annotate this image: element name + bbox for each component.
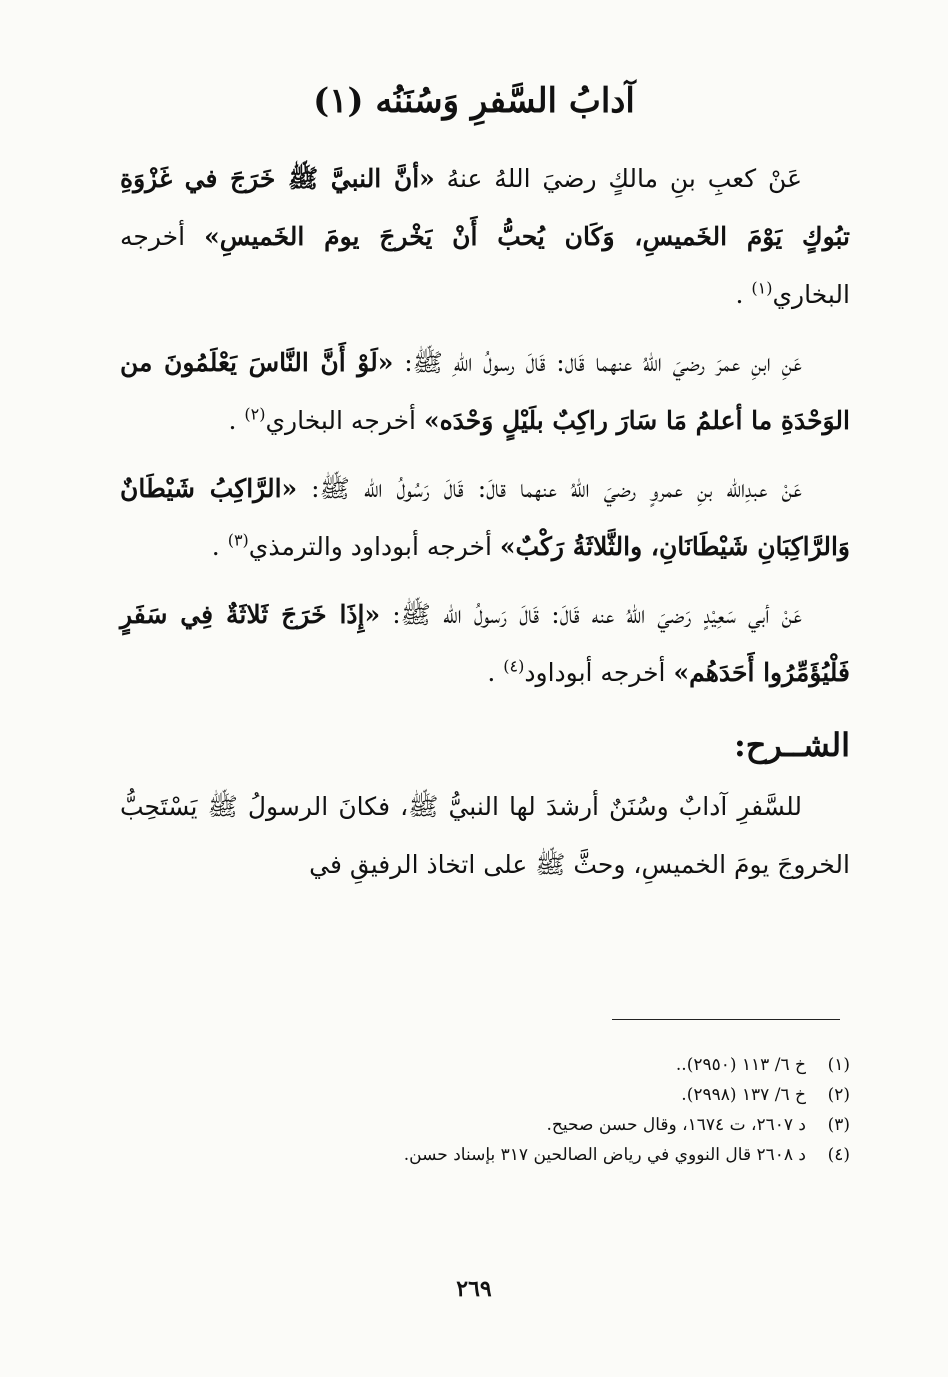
hadith-matn: «الرَّاكِبُ شَيْطَانٌ وَالرَّاكِبَانِ شَيْطَانَانِ، والثَّلاثَةُ رَكْبٌ» (120, 474, 850, 561)
hadith-takhrij: أخرجه البخاري (265, 406, 424, 435)
footnote-ref[interactable]: (٣) (227, 530, 249, 550)
footnote-item (120, 1050, 850, 1080)
chapter-title: آدابُ السَّفرِ وَسُنَنُه (١) (313, 80, 635, 121)
hadith-intro: عَنِ ابنِ عمرَ رضيَ اللهُ عنهما قَال: قَالَ رسولُ اللهِ ﷺ: (393, 348, 802, 377)
footnote-separator (612, 1019, 840, 1020)
footnote-item (120, 1110, 850, 1140)
hadith-intro: عَنْ عبدِالله بنِ عمروٍ رضيَ اللهُ عنهما قالَ: قَالَ رَسُولُ الله ﷺ: (297, 474, 802, 503)
footnote-number: (١) (827, 1055, 850, 1075)
footnote-text: خ ٦/ ١٣٧ (٢٩٩٨). (681, 1085, 806, 1105)
footnote-ref[interactable]: (٢) (244, 404, 266, 424)
hadith-takhrij: أخرجه أبوداود والترمذي (248, 532, 500, 561)
page-number: ٢٦٩ (456, 1276, 492, 1302)
footnote-text: خ ٦/ ١١٣ (٢٩٥٠).. (675, 1055, 806, 1075)
footnote-number: (٤) (827, 1145, 850, 1165)
hadith-intro: عَنْ كعبِ بنِ مالكٍ رضيَ اللهُ عنهُ (434, 164, 802, 193)
hadith-end: . (735, 280, 752, 309)
hadith-3 (120, 460, 850, 576)
hadith-takhrij: أخرجه البخاري (120, 222, 850, 309)
hadith-end: . (228, 406, 245, 435)
footnote-number: (٣) (827, 1115, 850, 1135)
footnote-ref[interactable]: (١) (751, 278, 773, 298)
footnotes-list (120, 1050, 850, 1170)
sharh-text: للسَّفرِ آدابٌ وسُنَنٌ أرشدَ لها النبيُّ ﷺ، فكانَ الرسولُ ﷺ يَسْتَحِبُّ الخروجَ يومَ الخميسِ، وحثَّ ﷺ على اتخاذ الرفيقِ في (120, 792, 850, 879)
footnote-item (120, 1140, 850, 1170)
hadith-matn: «لَوْ أَنَّ النَّاسَ يَعْلَمُونَ من الوَحْدَةِ ما أعلمُ مَا سَارَ راكِبٌ بلَيْلٍ وَحْدَه» (120, 348, 850, 435)
hadith-matn: «إِذَا خَرَجَ ثَلاثَةٌ فِي سَفَرٍ فَلْيُؤَمِّرُوا أَحَدَهُم» (120, 600, 850, 687)
footnote-ref[interactable]: (٤) (503, 656, 525, 676)
footnote-number: (٢) (827, 1085, 850, 1105)
hadith-1 (120, 150, 850, 324)
hadith-intro: عَنْ أبي سَعِيْدٍ رَضيَ اللهُ عنه قَالَ: قَالَ رَسولُ الله ﷺ: (380, 600, 802, 629)
hadith-2 (120, 334, 850, 450)
sharh-heading: الشــرح: (733, 726, 850, 764)
hadith-end: . (487, 658, 504, 687)
hadith-takhrij: أخرجه أبوداود (524, 658, 674, 687)
hadith-4 (120, 586, 850, 702)
footnote-text: د ٢٦٠٧، ت ١٦٧٤، وقال حسن صحيح. (546, 1115, 806, 1135)
main-text (120, 150, 850, 904)
hadith-end: . (211, 532, 228, 561)
footnote-item (120, 1080, 850, 1110)
footnote-text: د ٢٦٠٨ قال النووي في رياض الصالحين ٣١٧ بإسناد حسن. (403, 1145, 806, 1165)
hadith-matn: «أنَّ النبيَّ ﷺ خَرَجَ في غَزْوَةِ تبُوكٍ يَوْمَ الخَميسِ، وَكَان يُحبُّ أَنْ يَخْرجَ يومَ الخَميسِ» (120, 164, 851, 251)
